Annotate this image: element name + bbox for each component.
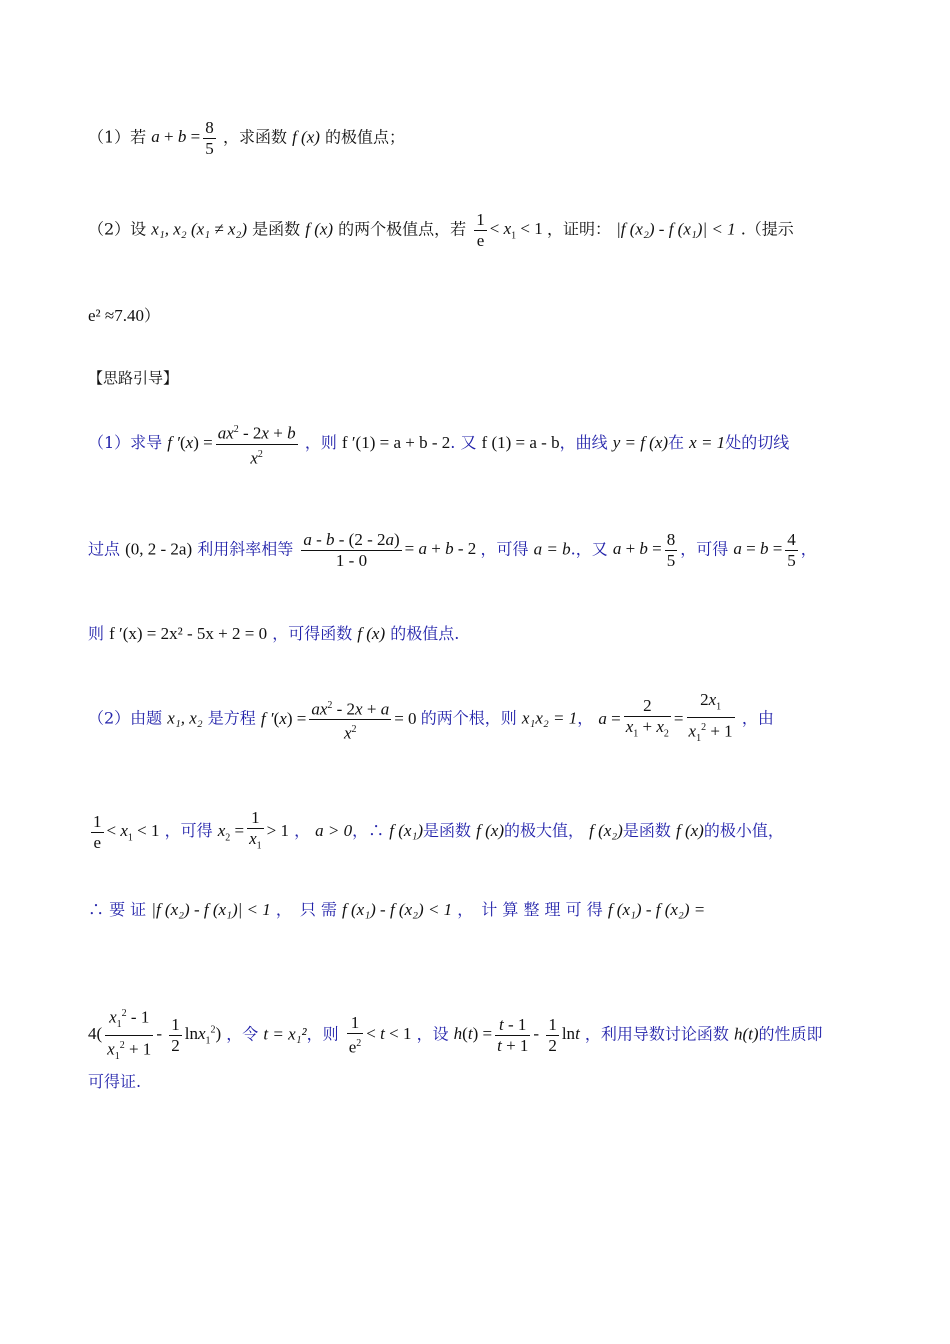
part1-fx: f (x): [292, 127, 320, 147]
guide-step5: [88, 808, 864, 856]
s3-fx: f (x): [357, 624, 386, 643]
s5-c: ，∴: [352, 821, 385, 841]
s5-fx-b: f (x): [675, 821, 704, 841]
s6-a: ∴ 要 证: [88, 900, 147, 919]
s4-a: （2）由题: [88, 708, 163, 728]
s1-f1-prime: f ′(1) = a + b - 2: [341, 433, 451, 453]
s3-equation: f ′(x) = 2x² - 5x + 2 = 0: [109, 624, 268, 643]
s4-c: 的两个根，则: [420, 708, 517, 728]
guide-step6: [88, 898, 864, 922]
s5-b: ，: [294, 821, 311, 841]
s4-vars: x₁, x₂: [167, 708, 203, 728]
s2-d: .，又: [570, 539, 608, 559]
part2-vars: x₁, x₂ (x₁ ≠ x₂): [151, 219, 248, 239]
s2-a: 过点: [88, 539, 121, 559]
s1-f: 处的切线: [725, 433, 790, 453]
guide-step8: 可得证.: [88, 1072, 142, 1091]
s3-c: 的极值点.: [390, 624, 460, 643]
s5-fx: f (x): [476, 821, 504, 841]
s5-condition: $\frac{1}{e}$ < $x_1 < 1$: [93, 811, 160, 852]
s7-range: $\frac{1}{e^2}$ < t < 1: [348, 1013, 412, 1057]
s7-b: ，则: [306, 1024, 339, 1044]
s5-fx1: f (x₁): [389, 821, 424, 841]
s1-f1: f (1) = a - b: [481, 433, 560, 453]
guide-step2: [88, 530, 864, 571]
s6-inequality2: f (x₁) - f (x₂) < 1: [342, 900, 453, 919]
problem-part2: [88, 210, 864, 251]
s4-a-expression: a = $\frac{2}{x_1 + x_2}$ = $\frac{2x_1}{x_1^2 + 1}$: [598, 690, 733, 745]
s6-difference: f (x₁) - f (x₂) =: [607, 900, 706, 919]
s2-e: ，可得: [680, 539, 729, 559]
s5-e: 的极大值，: [503, 821, 584, 841]
s6-inequality1: |f (x₂) - f (x₁)| < 1: [151, 900, 271, 919]
s5-a-positive: a > 0: [315, 821, 353, 841]
part2-mid3: ，证明：: [547, 219, 612, 239]
s7-e: 的性质即: [758, 1024, 823, 1044]
s4-e: ，由: [741, 708, 774, 728]
guide-step3: [88, 622, 864, 646]
part2-mid1: 是函数: [252, 219, 301, 239]
s7-a: ，令: [226, 1024, 259, 1044]
part2-hint-open: .（提示: [740, 219, 794, 239]
part2-fx: f (x): [305, 219, 334, 239]
s1-b: ，则: [304, 433, 337, 453]
s4-d: ，: [577, 708, 594, 728]
s4-b: 是方程: [207, 708, 256, 728]
s7-expression: 4( $\frac{x_1^2 - 1}{x_1^2 + 1}$ - $\frac{1}{2}$ lnx$_1^2$): [88, 1024, 221, 1043]
s5-a: ，可得: [164, 821, 213, 841]
problem-part1: [88, 118, 864, 159]
s2-slope: $\frac{a - b - (2 - 2a)}{1 - 0}$ = a + b - 2: [303, 530, 481, 570]
s2-f: ，: [800, 539, 817, 559]
s3-a: 则: [88, 624, 105, 643]
s7-h: h(t) = $\frac{t - 1}{t + 1}$ - $\frac{1}{2}$ lnt: [453, 1015, 580, 1056]
part1-condition: a + b = $\frac{8}{5}$: [151, 118, 214, 158]
s2-sum: a + b = $\frac{8}{5}$: [612, 530, 676, 570]
part2-condition: $\frac{1}{e}$ < $x_1 < 1$: [476, 210, 547, 250]
guide-heading: 【思路引导】: [88, 369, 179, 387]
s6-b: ， 只 需: [275, 900, 337, 919]
s1-e: 在: [668, 433, 685, 453]
part2-inequality: |f (x₂) - f (x₁)| < 1: [616, 219, 736, 239]
hint-close: ）: [143, 306, 160, 325]
s5-g: 的极小值，: [703, 821, 784, 841]
s5-d: 是函数: [423, 821, 472, 841]
s7-ht: h(t): [734, 1024, 759, 1044]
s4-equation: f ′(x) = $\frac{ax^2 - 2x + a}{x^2}$ = 0: [261, 709, 421, 728]
guide-step7: [88, 1004, 864, 1067]
s2-a-eq-b: a = b: [533, 539, 571, 559]
part2-prefix: （2）设: [88, 219, 147, 239]
guide-step4: [88, 690, 864, 749]
s2-values: a = b = $\frac{4}{5}$: [733, 530, 796, 570]
s5-fx2: f (x₂): [589, 821, 623, 841]
hint-value: e² ≈7.40: [88, 306, 144, 325]
s3-b: ，可得函数: [272, 624, 353, 643]
guide-step1: [88, 420, 864, 468]
s2-c: ，可得: [480, 539, 529, 559]
part1-prefix: （1）若: [88, 127, 147, 147]
s5-x2: $x_2$ = $\frac{1}{x_1}$ > 1: [217, 808, 289, 852]
s7-t: t = x₁²: [263, 1024, 307, 1044]
s1-x1: x = 1: [689, 433, 726, 453]
part1-suffix: 的极值点；: [325, 127, 406, 147]
s1-d: ，曲线: [559, 433, 608, 453]
problem-hint: [88, 304, 864, 328]
s7-d: ，利用导数讨论函数: [584, 1024, 729, 1044]
part1-mid: ，求函数: [222, 127, 287, 147]
s7-c: ，设: [416, 1024, 449, 1044]
s1-a: （1）求导: [88, 433, 163, 453]
s2-point: (0, 2 - 2a): [125, 539, 193, 559]
part2-mid2: 的两个极值点，若: [338, 219, 467, 239]
s4-product: x₁x₂ = 1: [521, 708, 578, 728]
s1-c: . 又: [450, 433, 477, 453]
s1-derivative: f ′(x) = $\frac{ax^2 - 2x + b}{x^2}$: [167, 433, 305, 452]
s6-c: ， 计 算 整 理 可 得: [457, 900, 603, 919]
s2-b: 利用斜率相等: [197, 539, 294, 559]
s1-curve: y = f (x): [612, 433, 669, 453]
s5-f: 是函数: [622, 821, 671, 841]
